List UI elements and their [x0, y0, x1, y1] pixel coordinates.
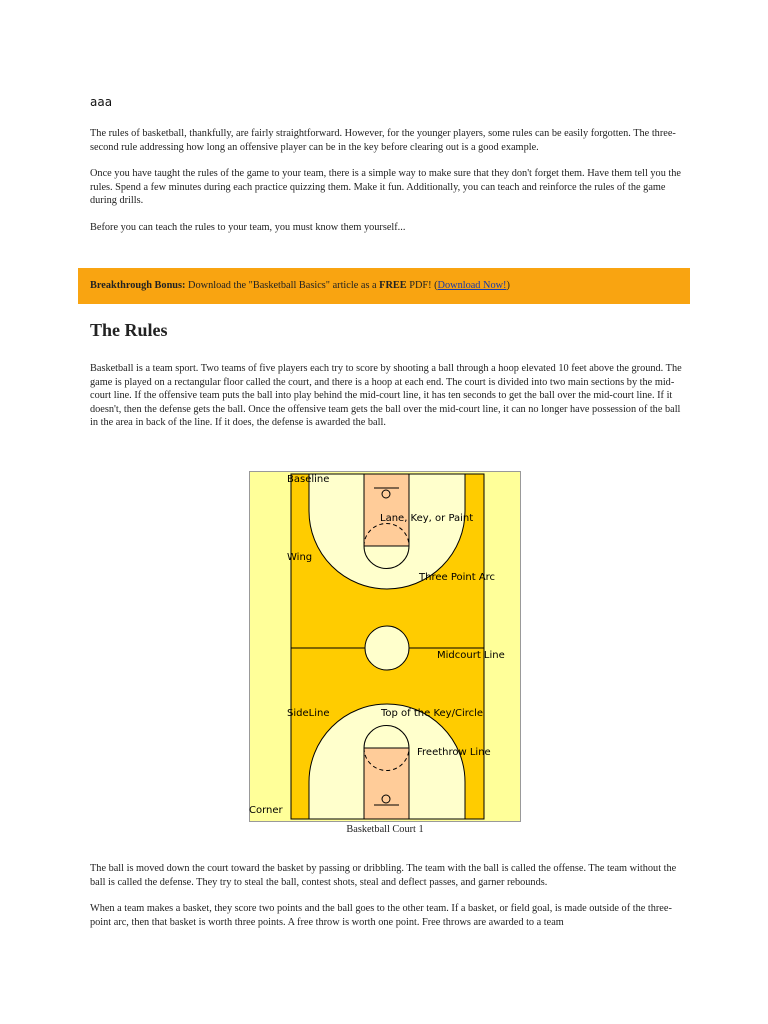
- bonus-label: Breakthrough Bonus:: [90, 280, 186, 291]
- center-circle: [365, 626, 409, 670]
- after-paragraph-2: When a team makes a basket, they score two points and the ball goes to the other team. If a basket, or field goal, is made outside of the three-point arc, then that basket is worth three points. A free throw is worth one point. Free throws are awarded to a team: [90, 903, 672, 928]
- label-lane: Lane, Key, or Paint: [380, 513, 474, 524]
- label-top-key: Top of the Key/Circle: [381, 708, 484, 719]
- court-svg: [249, 471, 521, 822]
- section-title: The Rules: [90, 320, 168, 340]
- label-baseline: Baseline: [287, 474, 330, 485]
- bonus-text-after: PDF! (: [406, 280, 438, 291]
- bonus-close: ): [506, 280, 510, 291]
- label-three-point-arc: Three Point Arc: [419, 572, 496, 583]
- rules-paragraph: Basketball is a team sport. Two teams of five players each try to score by shooting a ball through a hoop elevated 10 feet above the ground. The game is played on a rectangular floor called the court, and there is a hoop at each end. The court is divided into two main sections by the mid-court line. If the offensive team puts the ball into play behind the mid-court line, it has ten seconds to get the ball over the mid-court line. If it doesn't, then the defense gets the ball. Once the offensive team gets the ball over the mid-court line, it can no longer have possession of the ball in the area in back of the line. If it does, the defense is awarded the ball.: [90, 363, 682, 428]
- intro-paragraph-3: Before you can teach the rules to your team, you must know them yourself...: [90, 222, 406, 233]
- bonus-banner: [78, 268, 690, 304]
- label-wing: Wing: [287, 552, 313, 563]
- article-heading: aaa: [90, 95, 113, 109]
- label-freethrow: Freethrow Line: [417, 747, 491, 758]
- label-corner: Corner: [249, 805, 283, 816]
- basketball-court-diagram: [249, 471, 521, 822]
- label-midcourt: Midcourt Line: [437, 650, 505, 661]
- label-sideline: SideLine: [287, 708, 330, 719]
- bottom-lane: [364, 748, 409, 819]
- intro-paragraph-1: The rules of basketball, thankfully, are fairly straightforward. However, for the younger players, some rules can be easily forgotten. The three-second rule addressing how long an offensive player can be in the key before clearing out is a good example.: [90, 128, 676, 153]
- bonus-free: FREE: [379, 280, 407, 291]
- after-paragraph-1: The ball is moved down the court toward the basket by passing or dribbling. The team with the ball is called the offense. The team without the ball is called the defense. They try to steal the ball, contest shots, steal and deflect passes, and garner rebounds.: [90, 863, 677, 888]
- bonus-text-before: Download the "Basketball Basics" article as a: [185, 280, 380, 291]
- diagram-caption: Basketball Court 1: [346, 824, 424, 835]
- download-now-link[interactable]: Download Now!: [437, 280, 507, 291]
- top-lane: [364, 474, 409, 546]
- intro-paragraph-2: Once you have taught the rules of the game to your team, there is a simple way to make sure that they don't forget them. Have them tell you the rules. Spend a few minutes during each practice quizzing them. Make it fun. Additionally, you can teach and reinforce the rules of the game during drills.: [90, 168, 681, 206]
